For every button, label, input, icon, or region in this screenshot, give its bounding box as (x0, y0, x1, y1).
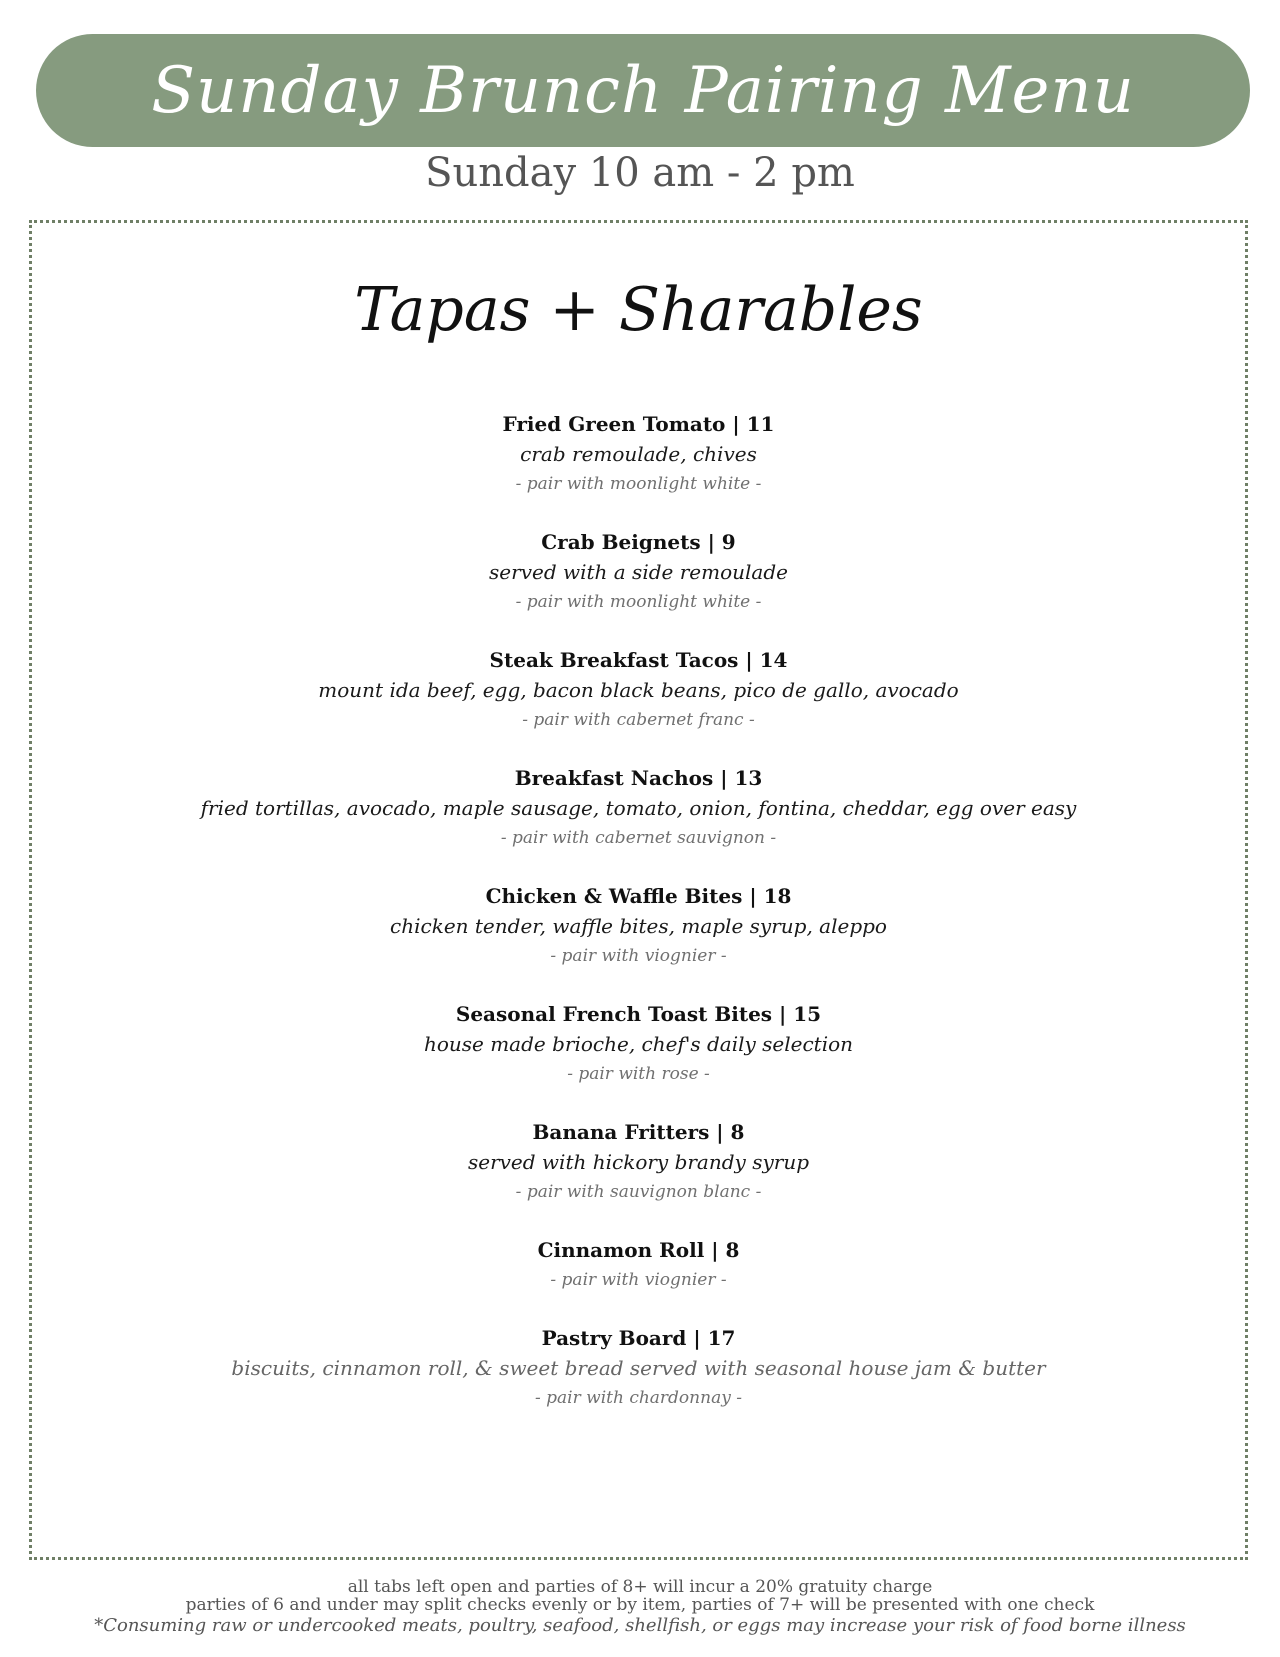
menu-items (32, 409, 1245, 1441)
item-pairing: - pair with viognier - (550, 946, 727, 966)
item-pairing: - pair with cabernet sauvignon - (500, 828, 777, 848)
item-description: biscuits, cinnamon roll, & sweet bread served with seasonal house jam & butter (231, 1356, 1046, 1380)
item-name: Fried Green Tomato | 11 (502, 412, 775, 436)
item-description: mount ida beef, egg, bacon black beans, pico de gallo, avocado (318, 678, 959, 702)
menu-item (32, 763, 1245, 853)
item-description: chicken tender, waffle bites, maple syrup, aleppo (390, 914, 887, 938)
item-pairing: - pair with sauvignon blanc - (515, 1182, 762, 1202)
item-name: Steak Breakfast Tacos | 14 (489, 648, 788, 672)
footer (0, 1578, 1280, 1638)
item-description: house made brioche, chef's daily selection (423, 1032, 854, 1056)
item-pairing: - pair with cabernet franc - (522, 710, 755, 730)
menu-item (32, 999, 1245, 1089)
service-hours: Sunday 10 am - 2 pm (425, 150, 855, 196)
item-name: Breakfast Nachos | 13 (514, 766, 763, 790)
item-name: Banana Fritters | 8 (532, 1120, 745, 1144)
gratuity-notice: all tabs left open and parties of 8+ will incur a 20% gratuity charge (347, 1577, 933, 1597)
menu-item (32, 527, 1245, 617)
section-title: Tapas + Sharables (354, 275, 923, 345)
menu-item (32, 409, 1245, 499)
split-check-notice: parties of 6 and under may split checks evenly or by item, parties of 7+ will be presented with one check (185, 1595, 1095, 1615)
menu-item (32, 1235, 1245, 1295)
menu-item (32, 1117, 1245, 1207)
item-name: Seasonal French Toast Bites | 15 (455, 1002, 822, 1026)
menu-item (32, 1323, 1245, 1413)
item-description: served with a side remoulade (489, 560, 788, 584)
title-banner (36, 34, 1250, 147)
health-warning: *Consuming raw or undercooked meats, poultry, seafood, shellfish, or eggs may increase your risk of food borne illness (94, 1615, 1186, 1636)
item-pairing: - pair with rose - (567, 1064, 710, 1084)
item-name: Pastry Board | 17 (541, 1326, 736, 1350)
item-name: Cinnamon Roll | 8 (537, 1238, 740, 1262)
item-pairing: - pair with viognier - (550, 1270, 727, 1290)
item-description: crab remoulade, chives (520, 442, 757, 466)
item-name: Crab Beignets | 9 (541, 530, 736, 554)
item-name: Chicken & Waffle Bites | 18 (485, 884, 792, 908)
item-description: fried tortillas, avocado, maple sausage, tomato, onion, fontina, cheddar, egg over easy (200, 796, 1077, 820)
menu-item (32, 881, 1245, 971)
menu-title: Sunday Brunch Pairing Menu (151, 53, 1135, 128)
menu-frame (29, 220, 1248, 1560)
item-pairing: - pair with chardonnay - (535, 1388, 742, 1408)
item-pairing: - pair with moonlight white - (515, 474, 762, 494)
item-pairing: - pair with moonlight white - (515, 592, 762, 612)
item-description: served with hickory brandy syrup (467, 1150, 810, 1174)
menu-item (32, 645, 1245, 735)
